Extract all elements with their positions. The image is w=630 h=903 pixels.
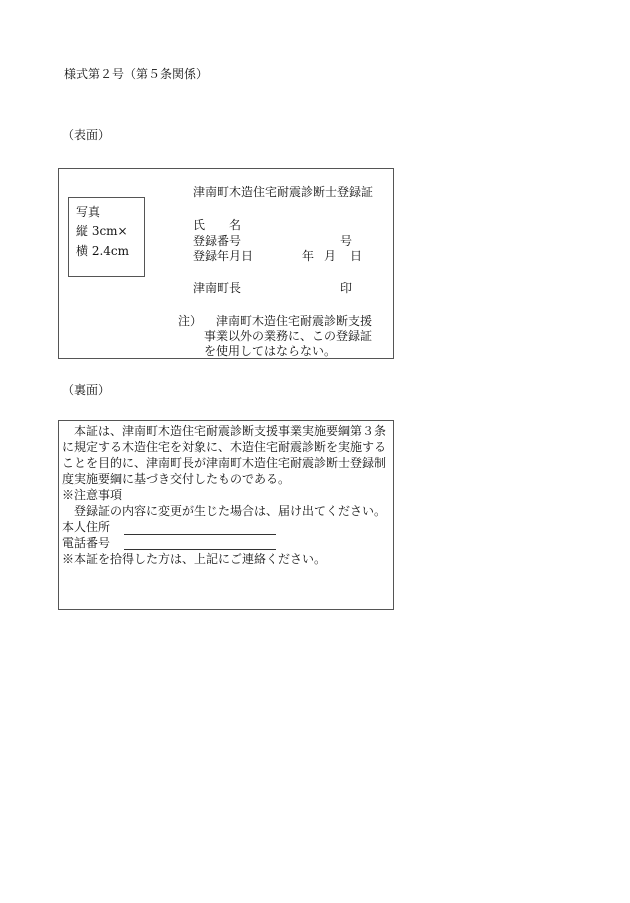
reg-date-label: 登録年月日 [193, 249, 254, 263]
form-title: 様式第２号（第５条関係） [64, 67, 209, 81]
note-line-3: を使用してはならない。 [204, 344, 337, 358]
address-label: 本人住所 [62, 520, 111, 534]
reg-date-month: 月 [324, 249, 337, 263]
seal-label: 印 [340, 281, 353, 295]
note-label: 注） [178, 314, 203, 328]
back-body-line-4: 度実施要綱に基づき交付したものである。 [62, 472, 291, 486]
photo-height-label: 縦 3cm× [76, 224, 128, 238]
phone-underline [124, 549, 276, 550]
reg-number-label: 登録番号 [193, 234, 242, 248]
caution-text: 登録証の内容に変更が生じた場合は、届け出てください。 [62, 504, 387, 518]
back-section-label: （裏面） [62, 383, 111, 397]
reg-date-day: 日 [350, 249, 363, 263]
address-underline [124, 534, 276, 535]
reg-number-suffix: 号 [340, 234, 353, 248]
reg-date-year: 年 [302, 249, 315, 263]
found-note: ※本証を拾得した方は、上記にご連絡ください。 [62, 552, 327, 566]
note-line-2: 事業以外の業務に、この登録証 [204, 329, 373, 343]
front-section-label: （表面） [62, 128, 111, 142]
caution-heading: ※注意事項 [62, 488, 123, 502]
note-line-1: 津南町木造住宅耐震診断支援 [216, 314, 373, 328]
mayor-label: 津南町長 [193, 281, 242, 295]
back-body-line-2: に規定する木造住宅を対象に、木造住宅耐震診断を実施する [62, 440, 387, 454]
back-body-line-1: 本証は、津南町木造住宅耐震診断支援事業実施要綱第３条 [62, 424, 387, 438]
photo-width-label: 横 2.4cm [76, 244, 129, 258]
card-title: 津南町木造住宅耐震診断士登録証 [193, 185, 374, 199]
name-label: 氏 名 [193, 218, 242, 232]
phone-label: 電話番号 [62, 536, 111, 550]
back-body-line-3: ことを目的に、津南町長が津南町木造住宅耐震診断士登録制 [62, 456, 387, 470]
photo-label: 写真 [76, 205, 101, 219]
